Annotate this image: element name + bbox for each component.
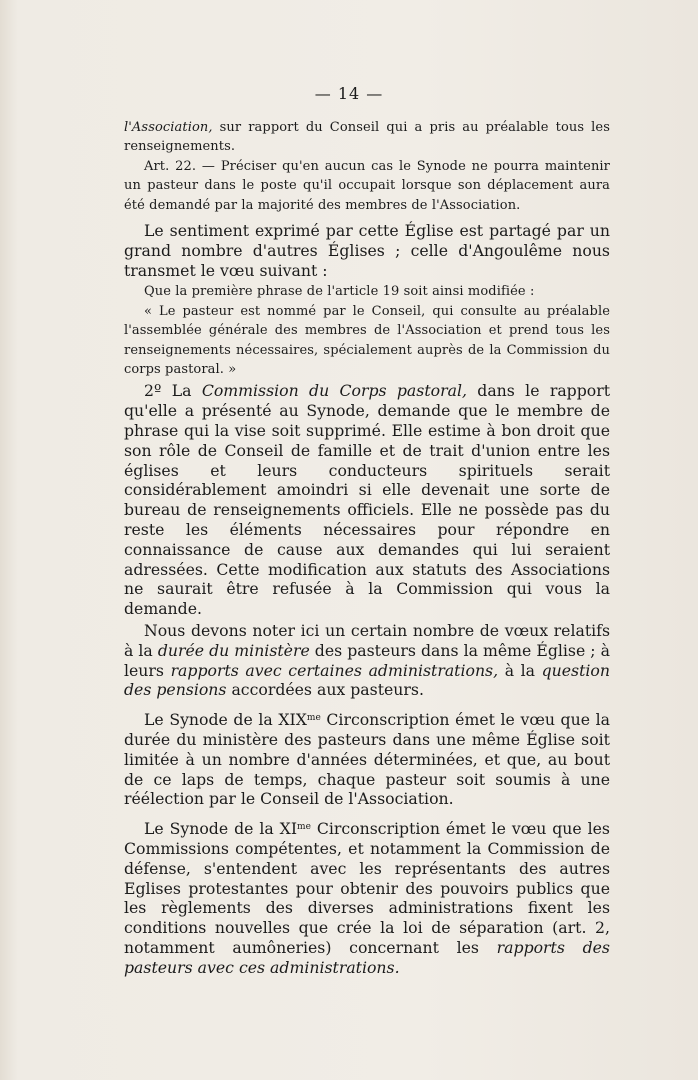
italic-phrase: question des pensions (124, 660, 610, 700)
paragraph-continuation: l'Association, sur rapport du Conseil qui a pris au préalable tous les renseignements. (124, 120, 610, 155)
italic-phrase: durée du ministère (157, 640, 310, 660)
paragraph-article-19: Que la première phrase de l'article 19 soit ainsi modifiée : (144, 284, 535, 300)
italic-phrase: rapports avec certaines administrations, (170, 660, 499, 680)
paragraph-quote: « Le pasteur est nommé par le Conseil, qui consulte au préalable l'assemblée générale des membres de l'Association et prend tous les renseignements nécessaires, spécialement auprès de la Commission du corps pastoral. » (124, 303, 610, 378)
paragraph-voeux: Nous devons noter ici un certain nombre de vœux relatifs à la durée du ministère des pasteurs dans la même Église ; à leurs rapports avec certaines administrations, à la question des pensions accordées aux pasteurs. (124, 621, 610, 700)
italic-phrase: l'Association, (124, 120, 213, 135)
ordinal-superscript: me (297, 822, 311, 833)
paragraph-commission: 2º La Commission du Corps pastoral, dans le rapport qu'elle a présenté au Synode, demande que le membre de phrase qui la vise soit supprimé. Elle estime à bon droit que son rôle de Conseil de famille et de trait d'union entre les églises et leurs conducteurs spirituels serait considérablement amoindri si elle devenait une sorte de bureau de renseignements officiels. Elle ne possède pas du reste les éléments nécessaires pour répondre en connaissance de cause aux demandes qui lui seraient adressées. Cette modification aux statuts des Associations ne saurait être refusée à la Commission qui vous la demande. (124, 381, 611, 619)
page-number: — 14 — (314, 84, 384, 103)
paragraph-article-22: Art. 22. — Préciser qu'en aucun cas le Synode ne pourra maintenir un pasteur dans le poste qu'il occupait lorsque son déplacement aura été demandé par la majorité des membres de l'Association. (124, 158, 610, 213)
paragraph-synode-xi: Le Synode de la $XI^{me}$ Circonscription émet le vœu que les Commissions compétentes, et notamment la Commission de défense, s'entendent avec les représentants des autres Eglises protestantes pour obtenir des pouvoirs publics que les règlements des diverses administrations fixent les conditions nouvelles que crée la loi de séparation (art. 2, notamment aumôneries) concernant les rapports des pasteurs avec ces administrations. (124, 819, 610, 977)
italic-phrase: Commission du Corps pastoral, (201, 381, 467, 401)
page-body (124, 118, 610, 978)
paragraph-synode-xix: Le Synode de la $XIX^{me}$ Circonscription émet le vœu que la durée du ministère des pasteurs dans une même Église soit limitée à un nombre d'années déterminées, et que, au bout de ce laps de temps, chaque pasteur soit soumis à une réélection par le Conseil de l'Association. (124, 710, 610, 809)
paragraph-sentiment: Le sentiment exprimé par cette Église est partagé par un grand nombre d'autres Églises ; celle d'Angoulême nous transmet le vœu suivant : (124, 221, 610, 280)
ordinal-superscript: me (306, 713, 321, 724)
italic-phrase: rapports des pasteurs avec ces administrations. (124, 937, 610, 977)
